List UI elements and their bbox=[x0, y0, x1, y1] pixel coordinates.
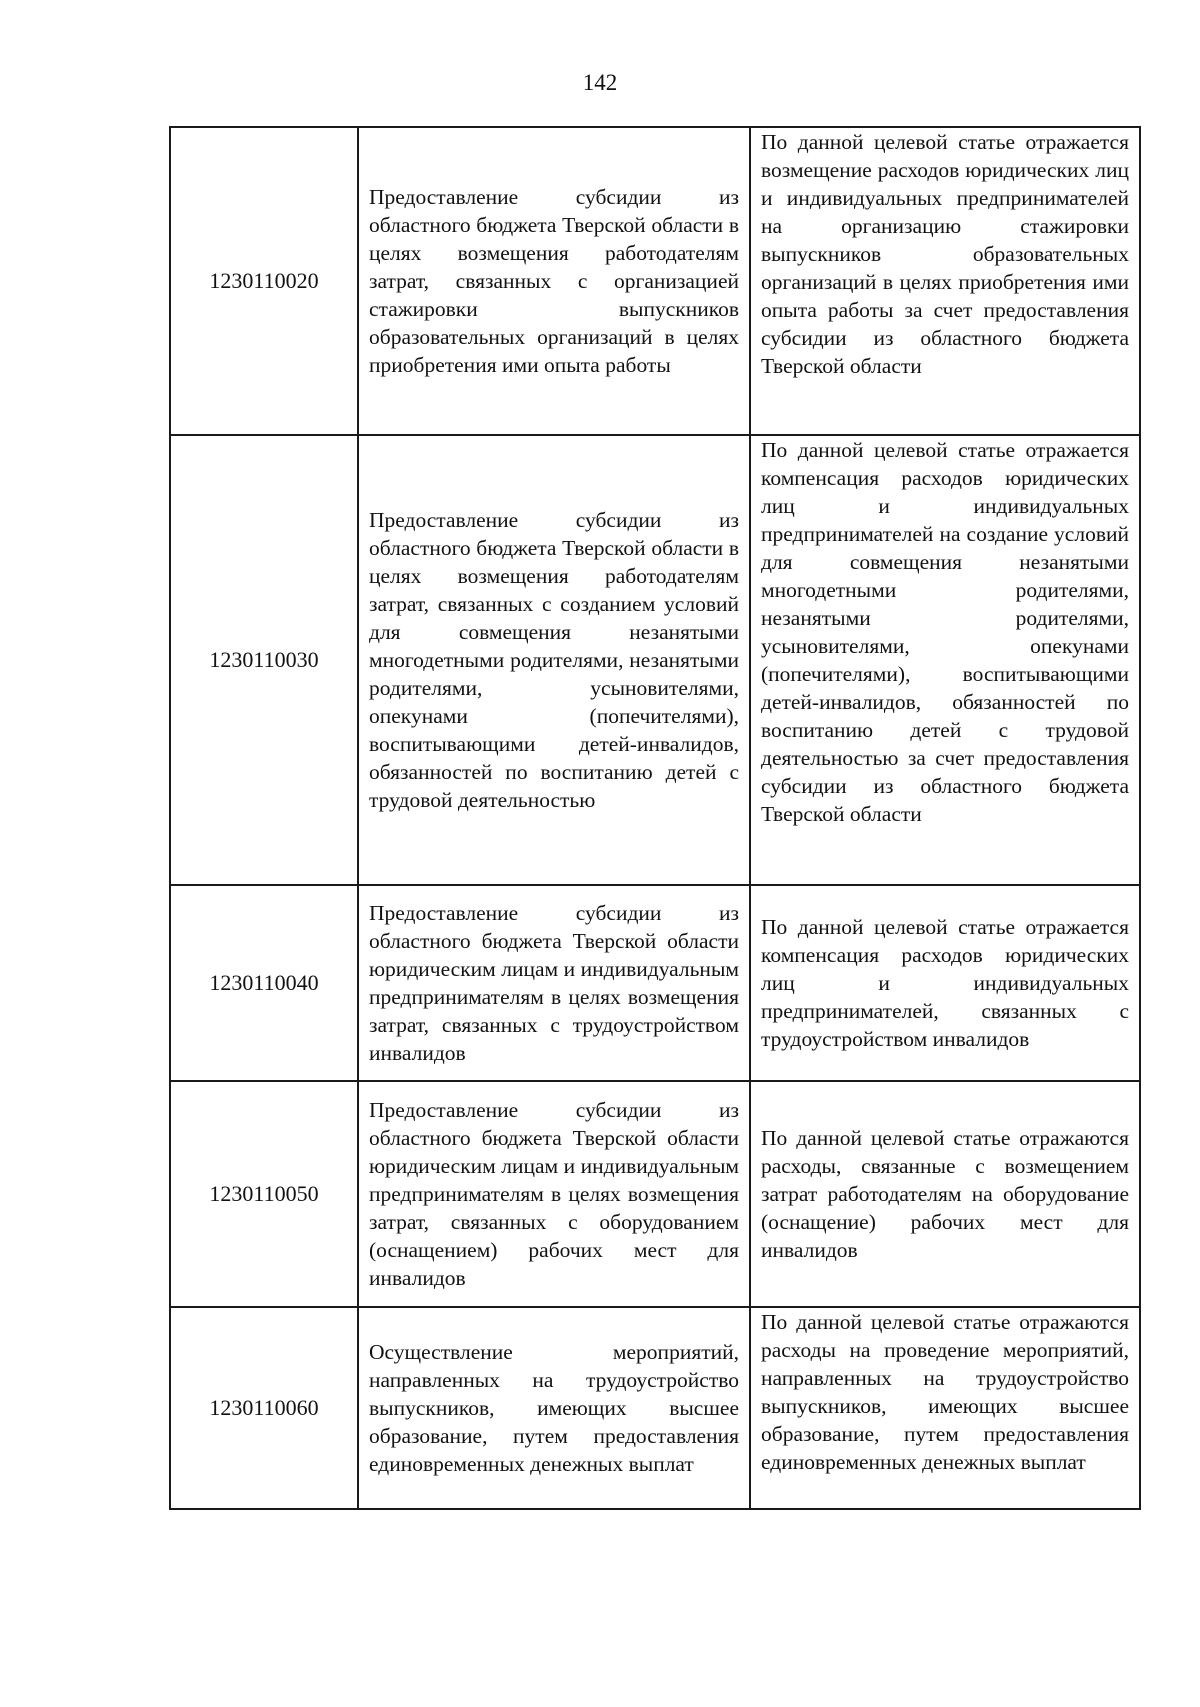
target-article-code: 1230110060 bbox=[170, 1307, 358, 1509]
target-article-description: По данной целевой статье отражается компенсация расходов юридических лиц и индивидуальных предпринимателей, связанных с трудоустройством инвалидов bbox=[750, 885, 1140, 1081]
table-row bbox=[170, 1307, 1140, 1509]
table-row bbox=[170, 885, 1140, 1081]
target-article-description: По данной целевой статье отражаются расходы на проведение мероприятий, направленных на трудоустройство выпускников, имеющих высшее образование, путем предоставления единовременных денежных выплат bbox=[750, 1307, 1140, 1509]
target-article-description: По данной целевой статье отражается компенсация расходов юридических лиц и индивидуальных предпринимателей на создание условий для совмещения незанятыми многодетными родителями, незанятыми родителями, усыновителями, опекунами (попечителями), воспитывающими детей-инвалидов, обязанностей по воспитанию детей с трудовой деятельностью за счет предоставления субсидии из областного бюджета Тверской области bbox=[750, 435, 1140, 885]
target-article-description: По данной целевой статье отражается возмещение расходов юридических лиц и индивидуальных предпринимателей на организацию стажировки выпускников образовательных организаций в целях приобретения ими опыта работы за счет предоставления субсидии из областного бюджета Тверской области bbox=[750, 127, 1140, 435]
target-article-code: 1230110030 bbox=[170, 435, 358, 885]
target-article-name: Предоставление субсидии из областного бюджета Тверской области в целях возмещения работодателям затрат, связанных с созданием условий для совмещения незанятыми многодетными родителями, незанятыми родителями, усыновителями, опекунами (попечителями), воспитывающими детей-инвалидов, обязанностей по воспитанию детей с трудовой деятельностью bbox=[358, 435, 750, 885]
table-row bbox=[170, 127, 1140, 435]
target-article-description: По данной целевой статье отражаются расходы, связанные с возмещением затрат работодателям на оборудование (оснащение) рабочих мест для инвалидов bbox=[750, 1081, 1140, 1307]
table-row bbox=[170, 435, 1140, 885]
target-article-name: Предоставление субсидии из областного бюджета Тверской области юридическим лицам и индивидуальным предпринимателям в целях возмещения затрат, связанных с трудоустройством инвалидов bbox=[358, 885, 750, 1081]
target-article-name: Предоставление субсидии из областного бюджета Тверской области юридическим лицам и индивидуальным предпринимателям в целях возмещения затрат, связанных с оборудованием (оснащением) рабочих мест для инвалидов bbox=[358, 1081, 750, 1307]
table-row bbox=[170, 1081, 1140, 1307]
budget-classification-table bbox=[169, 126, 1141, 1510]
target-article-code: 1230110040 bbox=[170, 885, 358, 1081]
page-number: 142 bbox=[582, 70, 618, 95]
target-article-code: 1230110050 bbox=[170, 1081, 358, 1307]
target-article-name: Предоставление субсидии из областного бюджета Тверской области в целях возмещения работодателям затрат, связанных с организацией стажировки выпускников образовательных организаций в целях приобретения ими опыта работы bbox=[358, 127, 750, 435]
target-article-code: 1230110020 bbox=[170, 127, 358, 435]
target-article-name: Осуществление мероприятий, направленных на трудоустройство выпускников, имеющих высшее образование, путем предоставления единовременных денежных выплат bbox=[358, 1307, 750, 1509]
